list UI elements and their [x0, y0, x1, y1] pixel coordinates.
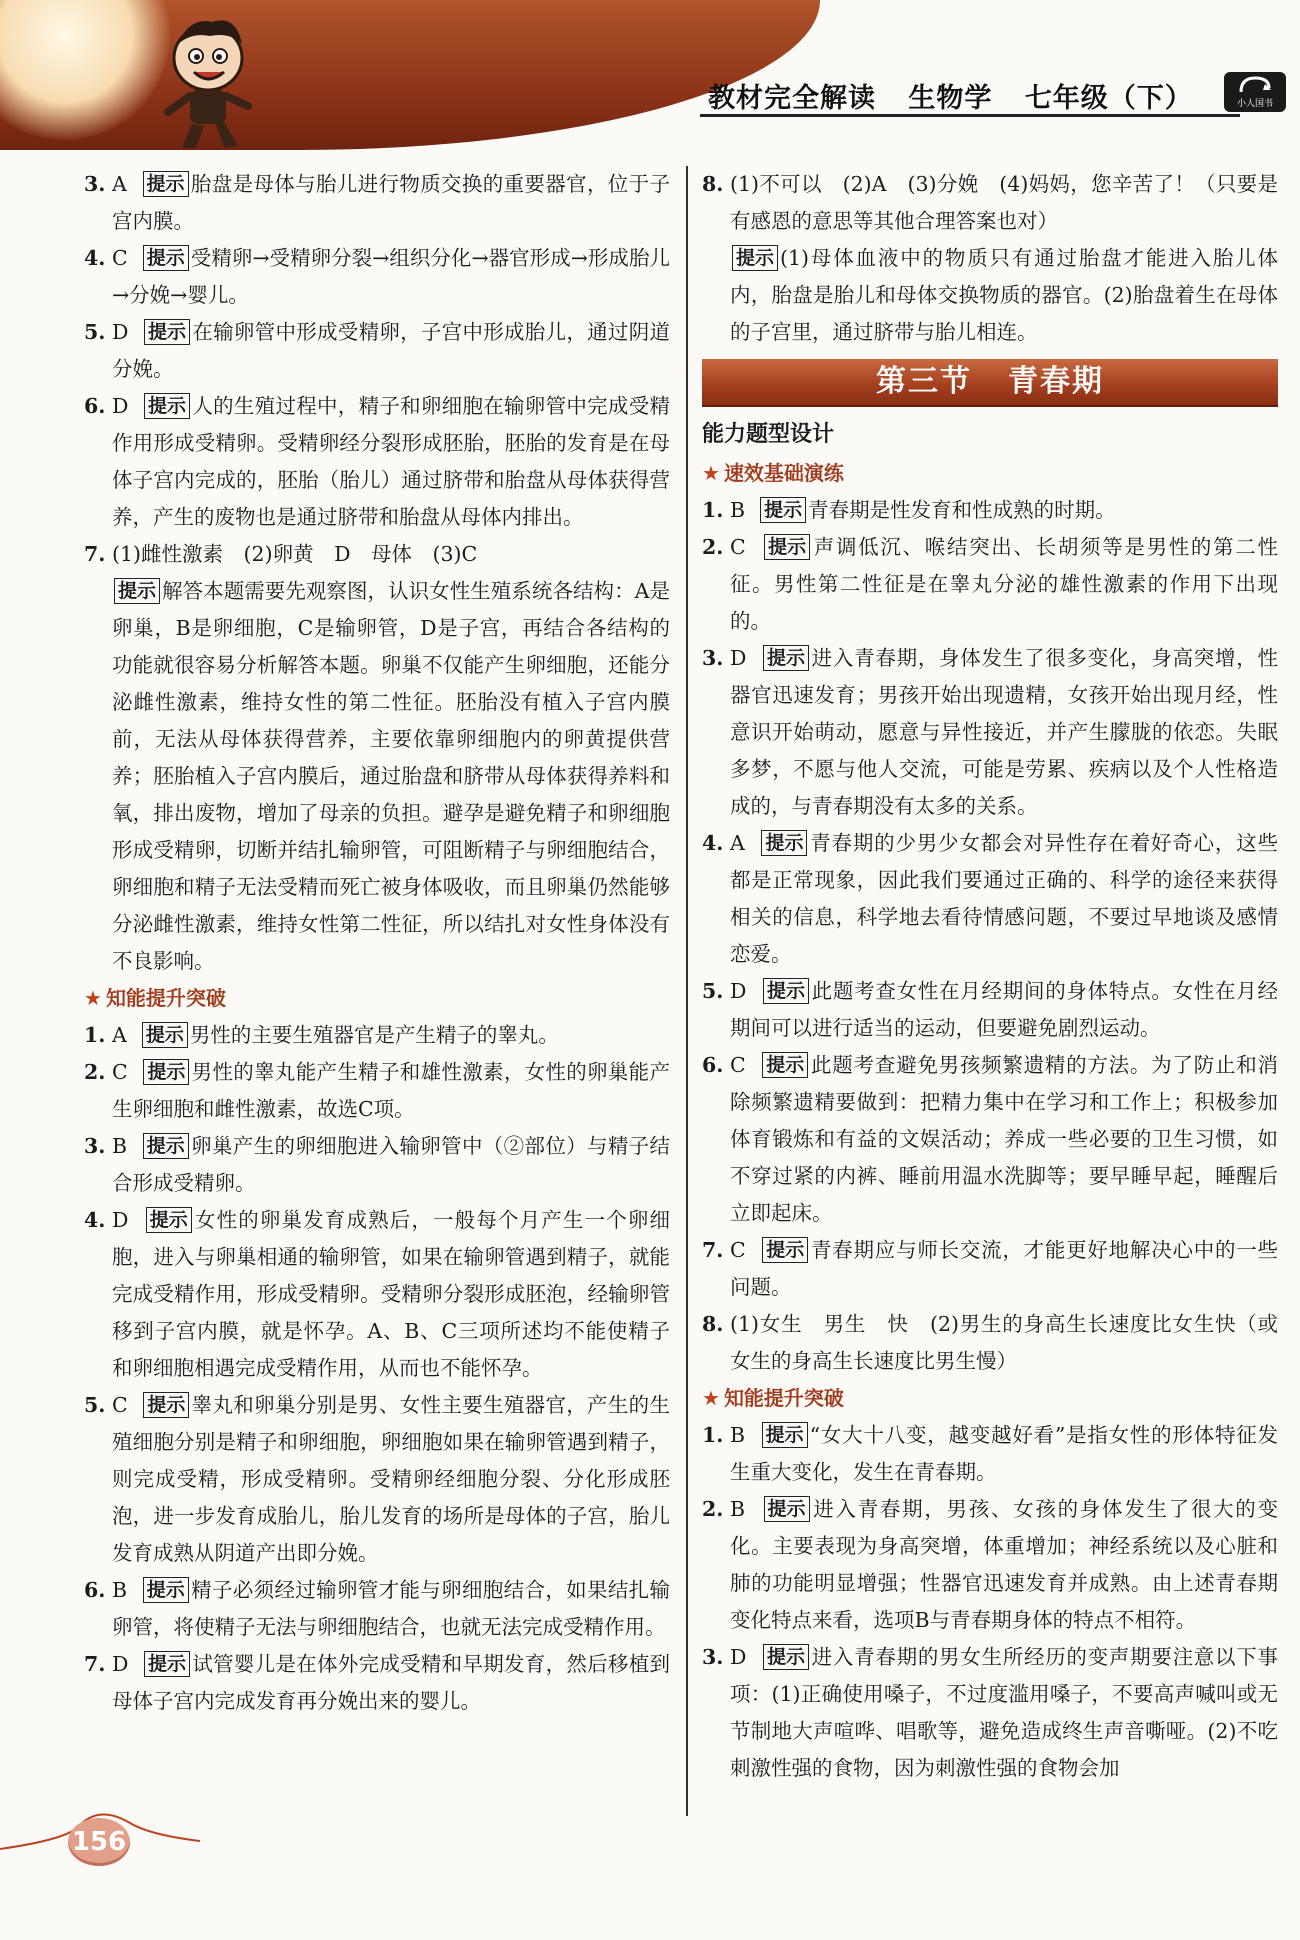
item-answer: B [730, 1497, 746, 1521]
section-banner [702, 359, 1278, 405]
item-explanation: 男性的主要生殖器官是产生精子的睾丸。 [189, 1023, 559, 1047]
section-heading: 能力题型设计 [702, 422, 835, 447]
publisher-logo-text: 小人国书 [1236, 99, 1273, 109]
item-answer: C [112, 1060, 128, 1084]
item-answer: D [730, 1645, 747, 1669]
item-explanation: 卵巢产生的卵细胞进入输卵管中（②部位）与精子结合形成受精卵。 [112, 1134, 670, 1195]
item-explanation: 青春期应与师长交流，才能更好地解决心中的一些问题。 [730, 1238, 1278, 1299]
item-answer: C [112, 1393, 128, 1417]
item-answer: (1)女生 男生 快 (2)男生的身高生长速度比女生快（或女生的身高生长速度比男生慢） [730, 1312, 1278, 1373]
item-number: 5. [702, 979, 724, 1003]
item-number: 7. [84, 542, 106, 566]
left-column [84, 166, 670, 1720]
answer-item [702, 640, 1278, 825]
item-explanation: 女性的卵巢发育成熟后，一般每个月产生一个卵细胞，进入与卵巢相通的输卵管，如果在输卵管遇到精子，就能完成受精作用，形成受精卵。受精卵分裂形成胚泡，经输卵管移到子宫内膜，就是怀孕。A、B、C三项所述均不能使精子和卵细胞相遇完成受精作用，从而也不能怀孕。 [112, 1208, 670, 1380]
item-answer: A [112, 172, 127, 196]
item-explanation: 此题考查避免男孩频繁遗精的方法。为了防止和消除频繁遗精要做到：把精力集中在学习和工作上；积极参加体育锻炼和有益的文娱活动；养成一些必要的卫生习惯，如不穿过紧的内裤、睡前用温水洗脚等；要早睡早起，睡醒后立即起床。 [730, 1053, 1278, 1225]
answer-item [702, 1047, 1278, 1232]
section-title: 青春期 [1008, 364, 1104, 399]
item-number: 2. [702, 1497, 724, 1521]
hint-label: 提示 [761, 830, 807, 856]
item-number: 4. [702, 831, 724, 855]
item-answer: B [112, 1578, 128, 1602]
answer-item [84, 1387, 670, 1572]
item-answer: D [112, 1208, 129, 1232]
hint-label: 提示 [143, 245, 189, 271]
item-explanation: 受精卵→受精卵分裂→组织分化→器官形成→形成胎儿→分娩→婴儿。 [112, 246, 670, 307]
answer-item [84, 536, 670, 980]
item-explanation: 胎盘是母体与胎儿进行物质交换的重要器官，位于子宫内膜。 [112, 172, 670, 233]
answer-item [702, 1639, 1278, 1787]
item-number: 8. [702, 1312, 724, 1336]
answer-item [702, 825, 1278, 973]
answer-item [84, 240, 670, 314]
item-number: 3. [702, 646, 724, 670]
subject-label: 生物学 [908, 83, 993, 114]
answer-item [702, 166, 1278, 351]
hint-label: 提示 [143, 1392, 189, 1418]
star-icon: ★ [702, 461, 720, 485]
item-number: 1. [702, 498, 724, 522]
answer-item [702, 1232, 1278, 1306]
item-explanation: 青春期的少男少女都会对异性存在着好奇心，这些都是正常现象，因此我们要通过正确的、科学的途径来获得相关的信息，科学地去看待情感问题，不要过早地谈及感情恋爱。 [730, 831, 1278, 966]
item-number: 2. [84, 1060, 106, 1084]
star-icon: ★ [702, 1386, 720, 1410]
hint-label: 提示 [146, 1207, 192, 1233]
item-explanation: “女大十八变，越变越好看”是指女性的形体特征发生重大变化，发生在青春期。 [730, 1423, 1278, 1484]
item-number: 7. [702, 1238, 724, 1262]
item-explanation: 解答本题需要先观察图，认识女性生殖系统各结构：A是卵巢，B是卵细胞，C是输卵管，D是子宫，再结合各结构的功能就很容易分析解答本题。卵巢不仅能产生卵细胞，还能分泌雌性激素，维持女性的第二性征。胚胎没有植入子宫内膜前，无法从母体获得营养，主要依靠卵细胞内的卵黄提供营养；胚胎植入子宫内膜后，通过胎盘和脐带从母体获得养料和氧，排出废物，增加了母亲的负担。避孕是避免精子和卵细胞形成受精卵，切断并结扎输卵管，可阻断精子与卵细胞结合，卵细胞和精子无法受精而死亡被身体吸收，而且卵巢仍然能够分泌雌性激素，维持女性第二性征，所以结扎对女性身体没有不良影响。 [112, 579, 670, 973]
answer-item [84, 314, 670, 388]
item-number: 2. [702, 535, 724, 559]
item-number: 8. [702, 172, 724, 196]
answer-item [84, 1054, 670, 1128]
item-answer: D [112, 1652, 129, 1676]
hint-label: 提示 [143, 1577, 189, 1603]
item-explanation: 青春期是性发育和性成熟的时期。 [808, 498, 1116, 522]
hint-label: 提示 [763, 645, 809, 671]
answer-item [84, 388, 670, 536]
answer-item [702, 529, 1278, 640]
item-number: 6. [84, 394, 106, 418]
publisher-swirl-icon [1235, 74, 1275, 98]
item-explanation: 进入青春期，男孩、女孩的身体发生了很大的变化。主要表现为身高突增，体重增加；神经系统以及心脏和肺的功能明显增强；性器官迅速发育并成熟。由上述青春期变化特点来看，选项B与青春期身体的特点不相符。 [730, 1497, 1278, 1632]
item-answer: A [730, 831, 745, 855]
hint-label: 提示 [143, 171, 189, 197]
hint-label: 提示 [762, 1052, 808, 1078]
item-explanation: 睾丸和卵巢分别是男、女性主要生殖器官，产生的生殖细胞分别是精子和卵细胞，卵细胞如果在输卵管遇到精子，则完成受精，形成受精卵。受精卵经细胞分裂、分化形成胚泡，进一步发育成胎儿，胎儿发育的场所是母体的子宫，胎儿发育成熟从阴道产出即分娩。 [112, 1393, 670, 1565]
item-answer: A [112, 1023, 127, 1047]
hint-label: 提示 [732, 245, 778, 271]
grade-label: 七年级（下） [1024, 83, 1193, 114]
item-explanation: 此题考查女性在月经期间的身体特点。女性在月经期间可以进行适当的运动，但要避免剧烈运动。 [730, 979, 1278, 1040]
item-answer: C [730, 1053, 746, 1077]
cartoon-mascot-icon [150, 6, 270, 156]
item-number: 5. [84, 1393, 106, 1417]
item-answer: B [730, 498, 746, 522]
answer-item [702, 1306, 1278, 1380]
item-number: 1. [84, 1023, 106, 1047]
item-answer: (1)不可以 (2)A (3)分娩 (4)妈妈，您辛苦了！（只要是有感恩的意思等其他合理答案也对） [730, 172, 1278, 233]
publisher-logo [1224, 72, 1286, 112]
item-explanation: 进入青春期的男女生所经历的变声期要注意以下事项：(1)正确使用嗓子，不过度滥用嗓子，不要高声喊叫或无节制地大声喧哗、唱歌等，避免造成终生声音嘶哑。(2)不吃刺激性强的食物，因为刺激性强的食物会加 [730, 1645, 1278, 1780]
hint-label: 提示 [762, 1237, 808, 1263]
hint-label: 提示 [764, 534, 810, 560]
item-number: 7. [84, 1652, 106, 1676]
hint-label: 提示 [144, 319, 190, 345]
hint-label: 提示 [144, 393, 190, 419]
item-explanation: 在输卵管中形成受精卵，子宫中形成胎儿，通过阴道分娩。 [112, 320, 670, 381]
item-answer: D [730, 979, 747, 1003]
subheading-advanced: ★ 知能提升突破 [84, 986, 226, 1010]
item-explanation: 试管婴儿是在体外完成受精和早期发育，然后移植到母体子宫内完成发育再分娩出来的婴儿。 [112, 1652, 670, 1713]
subheading-basic: ★ 速效基础演练 [702, 461, 844, 485]
item-number: 4. [84, 246, 106, 270]
answer-item [702, 1417, 1278, 1491]
star-icon: ★ [84, 986, 102, 1010]
book-title: 教材完全解读 [708, 83, 876, 114]
page-number: 156 [68, 1818, 130, 1866]
item-number: 3. [84, 172, 106, 196]
answer-item [84, 1646, 670, 1720]
item-answer: (1)雌性激素 (2)卵黄 D 母体 (3)C [112, 542, 478, 566]
item-explanation: 声调低沉、喉结突出、长胡须等是男性的第二性征。男性第二性征是在睾丸分泌的雄性激素的作用下出现的。 [730, 535, 1278, 633]
item-number: 6. [84, 1578, 106, 1602]
subheading-advanced: ★ 知能提升突破 [702, 1386, 844, 1410]
answer-item [702, 973, 1278, 1047]
answer-item [84, 166, 670, 240]
item-answer: C [730, 1238, 746, 1262]
item-number: 6. [702, 1053, 724, 1077]
hint-label: 提示 [143, 1059, 189, 1085]
page-header [0, 0, 1300, 160]
item-number: 3. [84, 1134, 106, 1158]
answer-item [702, 1491, 1278, 1639]
right-column [702, 166, 1278, 1787]
item-number: 3. [702, 1645, 724, 1669]
answer-item [84, 1017, 670, 1054]
header-rule [700, 114, 1240, 117]
item-answer: D [112, 320, 129, 344]
hint-label: 提示 [760, 497, 806, 523]
answer-item [84, 1128, 670, 1202]
item-number: 5. [84, 320, 106, 344]
item-answer: C [730, 535, 746, 559]
section-number: 第三节 [876, 364, 972, 399]
header-title [708, 76, 1215, 116]
item-answer: B [112, 1134, 128, 1158]
hint-label: 提示 [142, 1022, 188, 1048]
item-number: 1. [702, 1423, 724, 1447]
hint-label: 提示 [763, 1644, 809, 1670]
hint-label: 提示 [114, 578, 160, 604]
item-answer: D [730, 646, 747, 670]
answer-item [84, 1202, 670, 1387]
hint-label: 提示 [144, 1651, 190, 1677]
item-answer: B [730, 1423, 746, 1447]
answer-item [702, 492, 1278, 529]
item-number: 4. [84, 1208, 106, 1232]
item-explanation: 男性的睾丸能产生精子和雄性激素，女性的卵巢能产生卵细胞和雌性激素，故选C项。 [112, 1060, 670, 1121]
item-answer: D [112, 394, 129, 418]
hint-label: 提示 [762, 1422, 808, 1448]
hint-label: 提示 [764, 1496, 810, 1522]
answer-item [84, 1572, 670, 1646]
item-explanation: (1)母体血液中的物质只有通过胎盘才能进入胎儿体内，胎盘是胎儿和母体交换物质的器官。(2)胎盘着生在母体的子宫里，通过脐带与胎儿相连。 [730, 246, 1278, 344]
hint-label: 提示 [763, 978, 809, 1004]
item-answer: C [112, 246, 128, 270]
item-explanation: 精子必须经过输卵管才能与卵细胞结合，如果结扎输卵管，将使精子无法与卵细胞结合，也就无法完成受精作用。 [112, 1578, 670, 1639]
hint-label: 提示 [143, 1133, 189, 1159]
item-explanation: 人的生殖过程中，精子和卵细胞在输卵管中完成受精作用形成受精卵。受精卵经分裂形成胚胎，胚胎的发育是在母体子宫内完成的，胚胎（胎儿）通过脐带和胎盘从母体获得营养，产生的废物也是通过脐带和胎盘从母体内排出。 [112, 394, 670, 529]
column-divider [686, 166, 688, 1816]
item-explanation: 进入青春期，身体发生了很多变化，身高突增，性器官迅速发育；男孩开始出现遗精，女孩开始出现月经，性意识开始萌动，愿意与异性接近，并产生朦胧的依恋。失眠多梦，不愿与他人交流，可能是劳累、疾病以及个人性格造成的，与青春期没有太多的关系。 [730, 646, 1278, 818]
